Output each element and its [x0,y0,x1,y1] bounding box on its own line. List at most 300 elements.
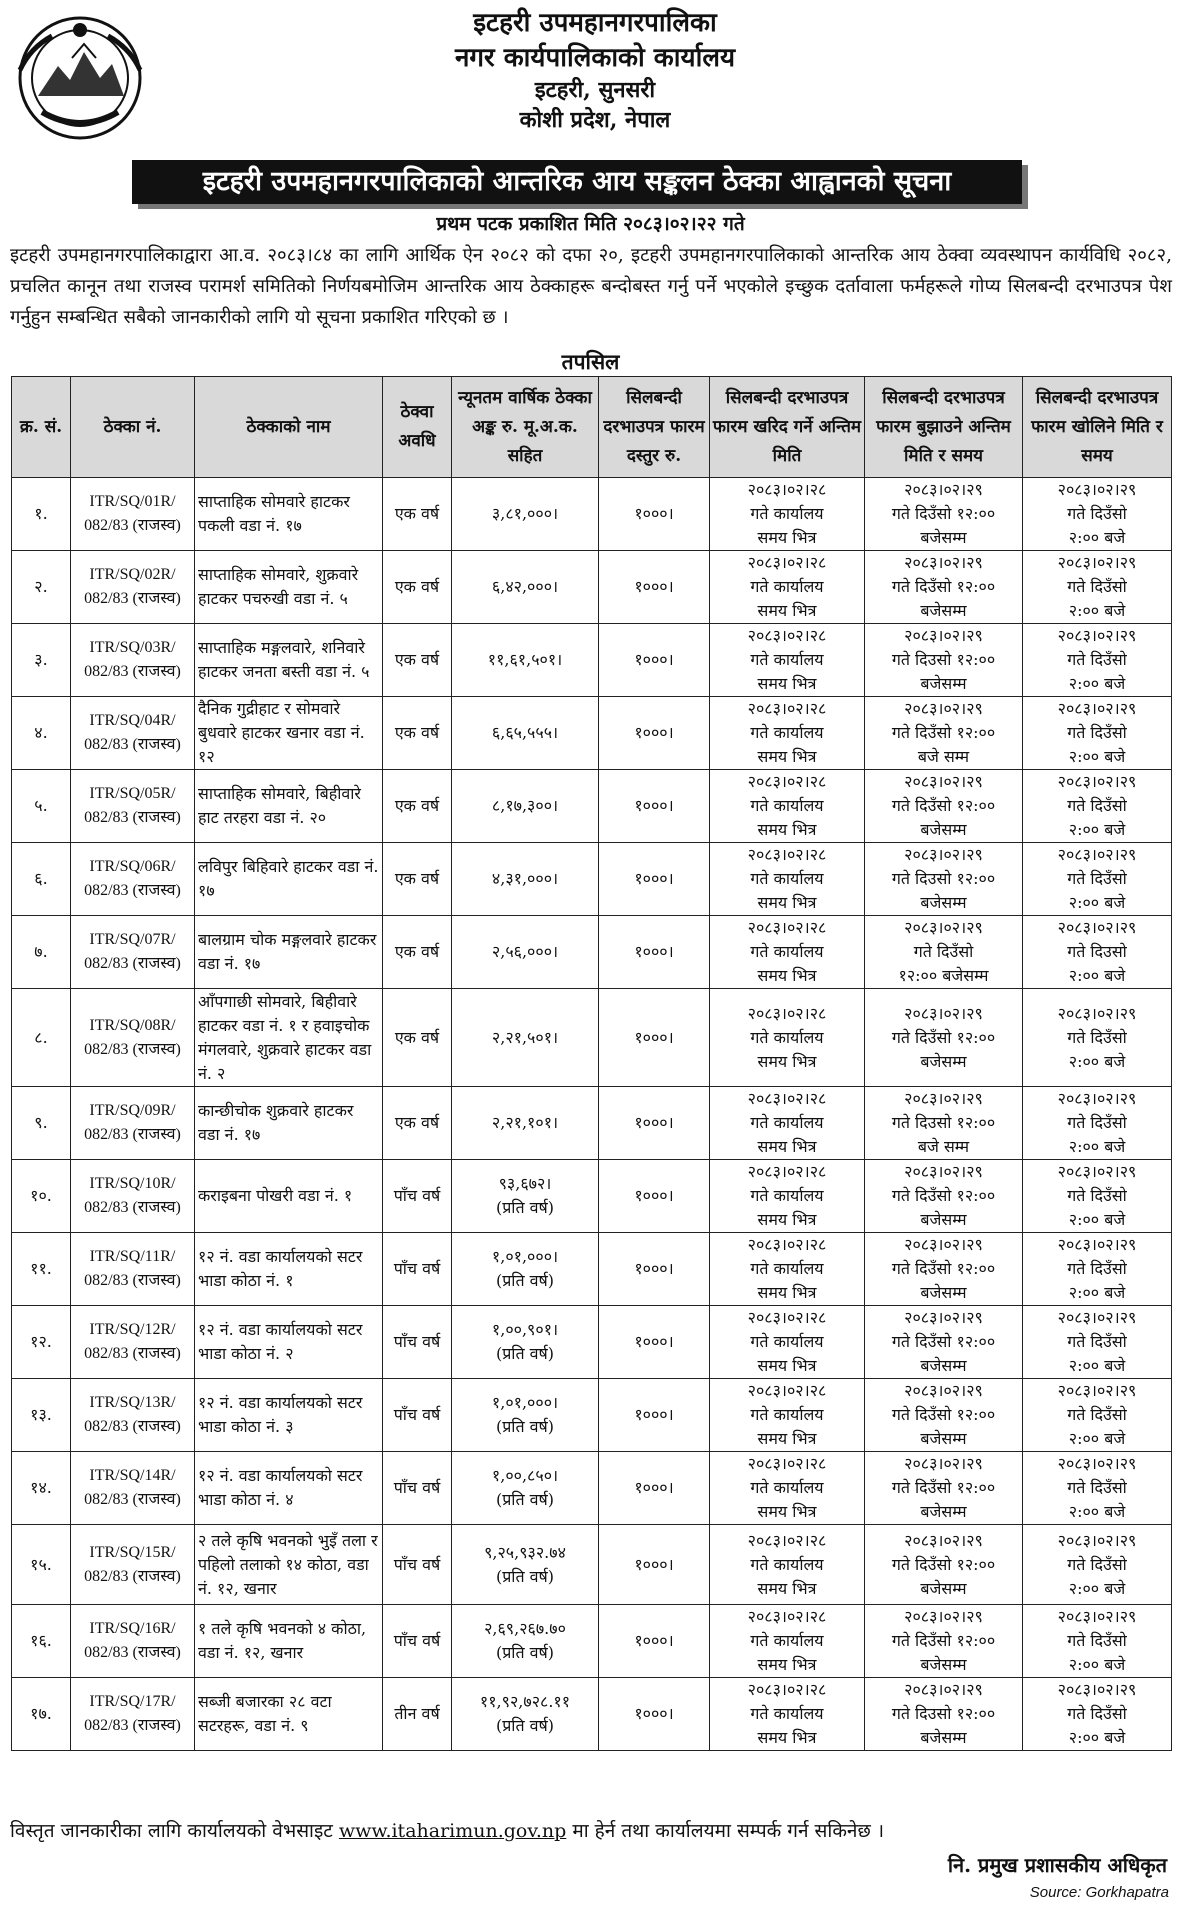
table-row [12,770,1172,843]
cell-opening-date-line: गते दिउँसो [1067,723,1127,742]
cell-contract-name [195,551,383,624]
cell-opening-date [1023,697,1172,770]
cell-opening-date [1023,478,1172,551]
cell-submission-deadline-line: २०८३।०२।२९ [904,1162,983,1181]
cell-opening-date-line: २०८३।०२।२९ [1057,918,1137,937]
cell-serial-line: १३. [30,1405,52,1424]
cell-submission-deadline-line: बजेसम्म [920,1728,967,1747]
cell-form-fee-line: १०००। [634,577,674,596]
cell-form-fee-line: १०००। [634,1704,674,1723]
cell-contract-name [195,989,383,1087]
cell-purchase-deadline-line: समय भित्र [757,966,817,985]
cell-submission-deadline-line: २०८३।०२।२९ [904,1308,983,1327]
cell-purchase-deadline [710,1306,865,1379]
cell-form-fee-line: १०००। [634,1332,674,1351]
cell-submission-deadline [865,1233,1023,1306]
cell-submission-deadline-line: बजेसम्म [920,1051,967,1071]
cell-serial [12,1306,71,1379]
cell-serial-line: १२. [30,1332,52,1351]
footer-note-text-end: मा हेर्न तथा कार्यालयमा सम्पर्क गर्न सकिनेछ । [572,1820,885,1842]
cell-contract-name [195,1379,383,1452]
cell-contract-no-line: ITR/SQ/04R/ [89,712,176,729]
cell-min-amount-line: ३,८१,०००। [491,504,559,523]
cell-purchase-deadline-line: समय भित्र [757,1655,817,1674]
cell-serial-line: १७. [30,1704,52,1723]
cell-min-amount [452,989,599,1087]
table-row [12,1605,1172,1678]
cell-duration [383,1605,452,1678]
cell-serial [12,1087,71,1160]
cell-contract-no-line: ITR/SQ/10R/ [89,1175,176,1192]
cell-opening-date-line: गते दिउँसो [1067,1186,1127,1205]
tender-table [11,376,1172,1751]
cell-min-amount [452,770,599,843]
cell-purchase-deadline-line: २०८३।०२।२८ [747,772,827,791]
cell-duration-line: एक वर्ष [394,942,440,961]
cell-form-fee [599,1087,710,1160]
cell-submission-deadline-line: गते दिउँसो १२:०० [891,504,996,523]
cell-contract-no-line: ITR/SQ/14R/ [89,1467,176,1484]
cell-submission-deadline-line: गते दिउँसो १२:०० [891,1259,996,1278]
cell-opening-date-line: २०८३।०२।२९ [1057,1454,1137,1473]
cell-opening-date-line: गते दिउँसो [1067,504,1127,523]
cell-purchase-deadline-line: समय भित्र [757,1502,817,1521]
cell-min-amount-line: ११,९२,७२८.११ [479,1692,571,1711]
cell-contract-no-line: ITR/SQ/03R/ [89,639,176,656]
cell-purchase-deadline-line: २०८३।०२।२८ [747,1454,827,1473]
cell-submission-deadline-line: २०८३।०२।२९ [904,1454,983,1473]
cell-form-fee [599,1233,710,1306]
cell-serial-line: २. [34,577,48,596]
cell-opening-date-line: २:०० बजे [1068,966,1126,985]
cell-contract-no-line: 082/83 (राजस्व) [84,1126,181,1143]
cell-purchase-deadline-line: गते कार्यालय [750,1554,824,1574]
cell-form-fee-line: १०००। [634,650,674,669]
cell-opening-date-line: २०८३।०२।२९ [1057,480,1137,499]
cell-submission-deadline-line: २०८३।०२।२९ [904,1607,983,1626]
cell-contract-name [195,1233,383,1306]
cell-form-fee-line: १०००। [634,504,674,523]
cell-opening-date-line: गते दिउँसो [1067,577,1127,596]
cell-min-amount-line: ९३,६७२। [498,1174,552,1193]
cell-contract-no [71,989,195,1087]
cell-opening-date [1023,916,1172,989]
cell-contract-name-line: १ तले कृषि भवनको ४ कोठा, वडा नं. १२, खनार [198,1619,367,1662]
cell-opening-date-line: गते दिउँसो [1067,1478,1127,1497]
cell-form-fee-line: १०००। [634,723,674,742]
cell-duration [383,989,452,1087]
cell-submission-deadline-line: गते दिउँसो [913,942,974,961]
header-opening-date: सिलबन्दी दरभाउपत्र फारम खोलिने मिति र समय [1023,377,1172,478]
cell-opening-date [1023,1087,1172,1160]
cell-duration [383,916,452,989]
cell-contract-name [195,1452,383,1525]
cell-duration-line: पाँच वर्ष [393,1332,441,1351]
cell-purchase-deadline [710,1452,865,1525]
cell-contract-no-line: 082/83 (राजस्व) [84,590,181,607]
cell-contract-no-line: 082/83 (राजस्व) [84,882,181,899]
cell-contract-name-line: कराइबना पोखरी वडा नं. १ [198,1186,353,1205]
table-row [12,624,1172,697]
cell-opening-date-line: गते दिउँसो [1067,869,1127,888]
table-header-row [12,377,1172,478]
cell-form-fee-line: १०००। [634,1027,674,1047]
cell-submission-deadline-line: २०८३।०२।२९ [904,845,983,864]
table-row [12,916,1172,989]
cell-submission-deadline [865,551,1023,624]
cell-opening-date-line: गते दिउसो [1067,942,1127,961]
cell-purchase-deadline-line: गते कार्यालय [750,1704,824,1723]
cell-form-fee [599,989,710,1087]
cell-submission-deadline-line: गते दिउँसो १२:०० [891,723,996,742]
cell-contract-no [71,551,195,624]
cell-contract-no-line: ITR/SQ/16R/ [89,1620,176,1637]
cell-contract-no-line: 082/83 (राजस्व) [84,1345,181,1362]
cell-purchase-deadline-line: समय भित्र [757,1137,817,1156]
cell-form-fee-line: १०००। [634,942,674,961]
cell-min-amount [452,1678,599,1751]
cell-form-fee-line: १०००। [634,1554,674,1574]
cell-contract-no [71,697,195,770]
cell-contract-no-line: ITR/SQ/09R/ [89,1102,176,1119]
cell-form-fee [599,1525,710,1605]
cell-submission-deadline-line: गते दिउँसो १२:०० [891,1478,996,1497]
cell-contract-no-line: 082/83 (राजस्व) [84,1644,181,1661]
cell-submission-deadline-line: बजे सम्म [917,1137,970,1156]
cell-opening-date-line: २०८३।०२।२९ [1057,1530,1137,1550]
cell-form-fee [599,916,710,989]
cell-purchase-deadline-line: समय भित्र [757,601,817,620]
cell-min-amount-line: (प्रति वर्ष) [495,1271,555,1290]
cell-form-fee [599,843,710,916]
cell-purchase-deadline-line: २०८३।०२।२८ [747,1607,827,1626]
cell-opening-date [1023,1379,1172,1452]
cell-serial-line: ७. [34,942,48,961]
cell-submission-deadline-line: २०८३।०२।२९ [904,1530,983,1550]
cell-duration [383,770,452,843]
header-purchase-deadline: सिलबन्दी दरभाउपत्र फारम खरिद गर्ने अन्तिम मिति [710,377,865,478]
office-province: कोशी प्रदेश, नेपाल [519,106,671,133]
cell-purchase-deadline-line: समय भित्र [757,528,817,547]
cell-duration-line: एक वर्ष [394,1027,440,1047]
cell-serial [12,916,71,989]
cell-contract-no [71,1379,195,1452]
cell-min-amount-line: २,२१,१०१। [491,1113,559,1132]
cell-serial [12,1233,71,1306]
cell-min-amount [452,843,599,916]
cell-purchase-deadline-line: समय भित्र [757,1283,817,1302]
cell-submission-deadline-line: गते दिउँसो १२:०० [891,577,996,596]
cell-purchase-deadline [710,551,865,624]
header-form-fee: सिलबन्दी दरभाउपत्र फारम दस्तुर रु. [599,377,710,478]
cell-submission-deadline [865,1306,1023,1379]
cell-submission-deadline-line: २०८३।०२।२९ [904,626,983,645]
cell-contract-no-line: ITR/SQ/06R/ [89,858,176,875]
cell-opening-date [1023,1452,1172,1525]
source-credit: Source: Gorkhapatra [1029,1884,1169,1901]
cell-form-fee [599,1160,710,1233]
cell-purchase-deadline-line: गते कार्यालय [750,723,824,742]
cell-contract-name [195,916,383,989]
cell-min-amount [452,697,599,770]
cell-serial [12,1605,71,1678]
cell-contract-no [71,1306,195,1379]
cell-submission-deadline-line: गते दिउँसो १२:०० [891,1405,996,1424]
cell-serial-line: १५. [30,1554,52,1574]
cell-form-fee [599,1452,710,1525]
cell-contract-name-line: १२ नं. वडा कार्यालयको सटर भाडा कोठा नं. ३ [198,1393,363,1436]
cell-form-fee-line: १०००। [634,1405,674,1424]
cell-min-amount-line: (प्रति वर्ष) [495,1643,555,1662]
cell-contract-name [195,1087,383,1160]
cell-min-amount [452,1306,599,1379]
cell-purchase-deadline-line: २०८३।०२।२८ [747,1089,827,1108]
cell-submission-deadline-line: २०८३।०२।२९ [904,553,983,572]
cell-purchase-deadline [710,916,865,989]
cell-serial [12,770,71,843]
cell-purchase-deadline-line: २०८३।०२।२८ [747,1235,827,1254]
cell-min-amount-line: ११,६१,५०१। [487,650,563,669]
cell-contract-name [195,1525,383,1605]
cell-min-amount-line: ९,२५,९३२.७४ [484,1542,566,1562]
cell-duration [383,843,452,916]
cell-opening-date-line: २०८३।०२।२९ [1057,1003,1137,1023]
table-row [12,1525,1172,1605]
cell-contract-name-line: साप्ताहिक सोमवारे हाटकर पकली वडा नं. १७ [198,492,350,535]
cell-contract-no-line: 082/83 (राजस्व) [84,1418,181,1435]
cell-contract-no-line: 082/83 (राजस्व) [84,1491,181,1508]
cell-submission-deadline-line: बजेसम्म [920,601,967,620]
cell-min-amount [452,478,599,551]
cell-opening-date-line: २:०० बजे [1068,1137,1126,1156]
cell-min-amount [452,1605,599,1678]
cell-contract-name-line: १२ नं. वडा कार्यालयको सटर भाडा कोठा नं. ४ [198,1466,363,1509]
cell-submission-deadline-line: १२:०० बजेसम्म [898,966,989,985]
cell-contract-no [71,1605,195,1678]
cell-form-fee [599,478,710,551]
table-row [12,1678,1172,1751]
cell-contract-no-line: 082/83 (राजस्व) [84,1040,181,1058]
cell-opening-date-line: २:०० बजे [1068,1051,1126,1071]
cell-opening-date-line: २०८३।०२।२९ [1057,626,1137,645]
cell-purchase-deadline-line: समय भित्र [757,674,817,693]
cell-serial-line: १६. [30,1631,52,1650]
table-row [12,1306,1172,1379]
header-contract-name: ठेक्काको नाम [195,377,383,478]
cell-purchase-deadline-line: २०८३।०२।२८ [747,626,827,645]
cell-opening-date-line: २०८३।०२।२९ [1057,553,1137,572]
cell-purchase-deadline-line: गते कार्यालय [750,1186,824,1205]
cell-submission-deadline-line: गते दिउँसो १२:०० [891,1027,996,1047]
cell-contract-no-line: 082/83 (राजस्व) [84,517,181,534]
header-submission-deadline: सिलबन्दी दरभाउपत्र फारम बुझाउने अन्तिम मिति र समय [865,377,1023,478]
cell-submission-deadline-line: बजेसम्म [920,1356,967,1375]
table-row [12,1379,1172,1452]
cell-contract-no-line: 082/83 (राजस्व) [84,1272,181,1289]
cell-purchase-deadline-line: गते कार्यालय [750,1405,824,1424]
cell-contract-no-line: ITR/SQ/13R/ [89,1394,176,1411]
cell-opening-date-line: २:०० बजे [1068,893,1126,912]
cell-opening-date [1023,1678,1172,1751]
cell-purchase-deadline-line: २०८३।०२।२८ [747,1308,827,1327]
footer-note-text: विस्तृत जानकारीका लागि कार्यालयको वेभसाइट [10,1820,333,1842]
cell-purchase-deadline-line: समय भित्र [757,1210,817,1229]
cell-duration-line: एक वर्ष [394,869,440,888]
cell-submission-deadline [865,1379,1023,1452]
cell-contract-name-line: बालग्राम चोक मङ्गलवारे हाटकर वडा नं. १७ [198,930,377,973]
cell-purchase-deadline-line: गते कार्यालय [750,1113,824,1132]
cell-duration [383,478,452,551]
cell-submission-deadline-line: बजेसम्म [920,1210,967,1229]
cell-contract-name [195,478,383,551]
cell-min-amount-line: १,०१,०००। [491,1393,559,1412]
cell-submission-deadline [865,1605,1023,1678]
cell-min-amount-line: (प्रति वर्ष) [495,1490,555,1509]
cell-min-amount-line: ४,३१,०००। [491,869,559,888]
cell-purchase-deadline-line: २०८३।०२।२८ [747,699,827,718]
cell-submission-deadline-line: गते दिउँसो १२:०० [891,1631,996,1650]
cell-contract-name-line: लविपुर बिहिवारे हाटकर वडा नं. १७ [198,857,379,900]
cell-purchase-deadline [710,843,865,916]
table-row [12,551,1172,624]
cell-purchase-deadline-line: २०८३।०२।२८ [747,845,827,864]
cell-duration-line: एक वर्ष [394,577,440,596]
schedule-heading: तपसिल [561,349,620,374]
cell-opening-date-line: २०८३।०२।२९ [1057,1381,1137,1400]
cell-min-amount-line: ६,४२,०००। [491,577,559,596]
cell-opening-date-line: २:०० बजे [1068,1356,1126,1375]
cell-contract-no [71,1160,195,1233]
cell-contract-no-line: ITR/SQ/12R/ [89,1321,176,1338]
cell-duration-line: पाँच वर्ष [393,1554,441,1574]
cell-purchase-deadline-line: समय भित्र [757,1578,817,1598]
cell-serial [12,697,71,770]
cell-serial-line: १०. [30,1186,52,1205]
cell-min-amount-line: २,२१,५०१। [491,1027,559,1047]
cell-contract-name [195,1678,383,1751]
cell-submission-deadline-line: २०८३।०२।२९ [904,1381,983,1400]
header-serial: क्र. सं. [12,377,71,478]
cell-submission-deadline-line: बजेसम्म [920,674,967,693]
cell-submission-deadline-line: २०८३।०२।२९ [904,918,983,937]
cell-submission-deadline-line: २०८३।०२।२९ [904,772,983,791]
cell-duration [383,624,452,697]
cell-purchase-deadline [710,1678,865,1751]
cell-opening-date-line: २०८३।०२।२९ [1057,699,1137,718]
cell-contract-no-line: ITR/SQ/01R/ [89,493,176,510]
cell-submission-deadline-line: गते दिउँसो १२:०० [891,1332,996,1351]
cell-form-fee-line: १०००। [634,1631,674,1650]
cell-submission-deadline-line: २०८३।०२।२९ [904,480,983,499]
cell-contract-no [71,1452,195,1525]
cell-opening-date-line: २:०० बजे [1068,1728,1126,1747]
cell-purchase-deadline-line: समय भित्र [757,1429,817,1448]
cell-opening-date-line: गते दिउँसो [1067,1704,1127,1723]
cell-purchase-deadline [710,1233,865,1306]
cell-contract-name-line: १२ नं. वडा कार्यालयको सटर भाडा कोठा नं. २ [198,1320,363,1363]
header-contract-no: ठेक्का नं. [71,377,195,478]
cell-contract-name-line: साप्ताहिक मङ्गलवारे, शनिवारे हाटकर जनता बस्ती वडा नं. ५ [198,638,370,681]
cell-opening-date-line: गते दिउँसो [1067,1405,1127,1424]
cell-submission-deadline-line: बजे सम्म [917,747,970,766]
cell-opening-date-line: २:०० बजे [1068,1210,1126,1229]
cell-submission-deadline-line: २०८३।०२।२९ [904,1235,983,1254]
cell-opening-date-line: गते दिउँसो [1067,1113,1127,1132]
cell-contract-no-line: ITR/SQ/02R/ [89,566,176,583]
cell-submission-deadline [865,1525,1023,1605]
cell-contract-name [195,697,383,770]
cell-form-fee [599,1605,710,1678]
cell-opening-date [1023,770,1172,843]
cell-duration-line: पाँच वर्ष [393,1186,441,1205]
cell-submission-deadline [865,989,1023,1087]
cell-opening-date-line: २०८३।०२।२९ [1057,1089,1137,1108]
cell-purchase-deadline [710,1160,865,1233]
cell-serial-line: ४. [34,723,48,742]
cell-min-amount-line: (प्रति वर्ष) [495,1716,555,1735]
cell-purchase-deadline-line: गते कार्यालय [750,1478,824,1497]
cell-serial [12,989,71,1087]
municipality-name: इटहरी उपमहानगरपालिका [473,8,717,38]
cell-min-amount-line: २,५६,०००। [491,942,559,961]
cell-serial [12,1160,71,1233]
cell-submission-deadline-line: गते दिउसो १२:०० [891,1704,996,1723]
cell-min-amount-line: ६,६५,५५५। [491,723,559,742]
cell-contract-no [71,1678,195,1751]
cell-contract-no-line: ITR/SQ/08R/ [89,1016,176,1034]
cell-duration [383,1087,452,1160]
cell-purchase-deadline [710,989,865,1087]
cell-min-amount-line: (प्रति वर्ष) [495,1344,555,1363]
cell-purchase-deadline [710,1087,865,1160]
signature: नि. प्रमुख प्रशासकीय अधिकृत [947,1853,1167,1877]
table-row [12,1087,1172,1160]
cell-form-fee [599,624,710,697]
cell-contract-no [71,1525,195,1605]
cell-opening-date-line: २:०० बजे [1068,674,1126,693]
cell-opening-date-line: २:०० बजे [1068,601,1126,620]
cell-serial-line: ८. [34,1027,48,1047]
cell-contract-name-line: २ तले कृषि भवनको भुइँ तला र पहिलो तलाको १४ कोठा, वडा नं. १२, खनार [198,1530,378,1598]
cell-form-fee [599,1678,710,1751]
cell-min-amount [452,916,599,989]
cell-submission-deadline-line: गते दिउसो १२:०० [891,1113,996,1132]
cell-form-fee-line: १०००। [634,1478,674,1497]
office-location: इटहरी, सुनसरी [534,77,656,104]
cell-opening-date-line: गते दिउँसो [1067,796,1127,815]
nepal-government-emblem-icon [12,8,148,144]
cell-purchase-deadline-line: गते कार्यालय [750,504,824,523]
cell-contract-name [195,1605,383,1678]
cell-opening-date [1023,1525,1172,1605]
website-link[interactable]: www.itaharimun.gov.np [338,1820,567,1842]
cell-submission-deadline-line: २०८३।०२।२९ [904,1089,983,1108]
cell-purchase-deadline-line: समय भित्र [757,747,817,766]
cell-submission-deadline [865,478,1023,551]
cell-duration [383,1525,452,1605]
cell-purchase-deadline-line: २०८३।०२।२८ [747,480,827,499]
table-row [12,697,1172,770]
cell-purchase-deadline [710,697,865,770]
cell-min-amount-line: (प्रति वर्ष) [495,1198,555,1217]
cell-submission-deadline-line: बजेसम्म [920,1502,967,1521]
cell-opening-date-line: गते दिउँसो [1067,1259,1127,1278]
cell-serial-line: ११. [30,1259,52,1278]
cell-opening-date-line: २०८३।०२।२९ [1057,845,1137,864]
cell-opening-date-line: २०८३।०२।२९ [1057,1680,1137,1699]
cell-contract-name [195,624,383,697]
cell-serial [12,478,71,551]
